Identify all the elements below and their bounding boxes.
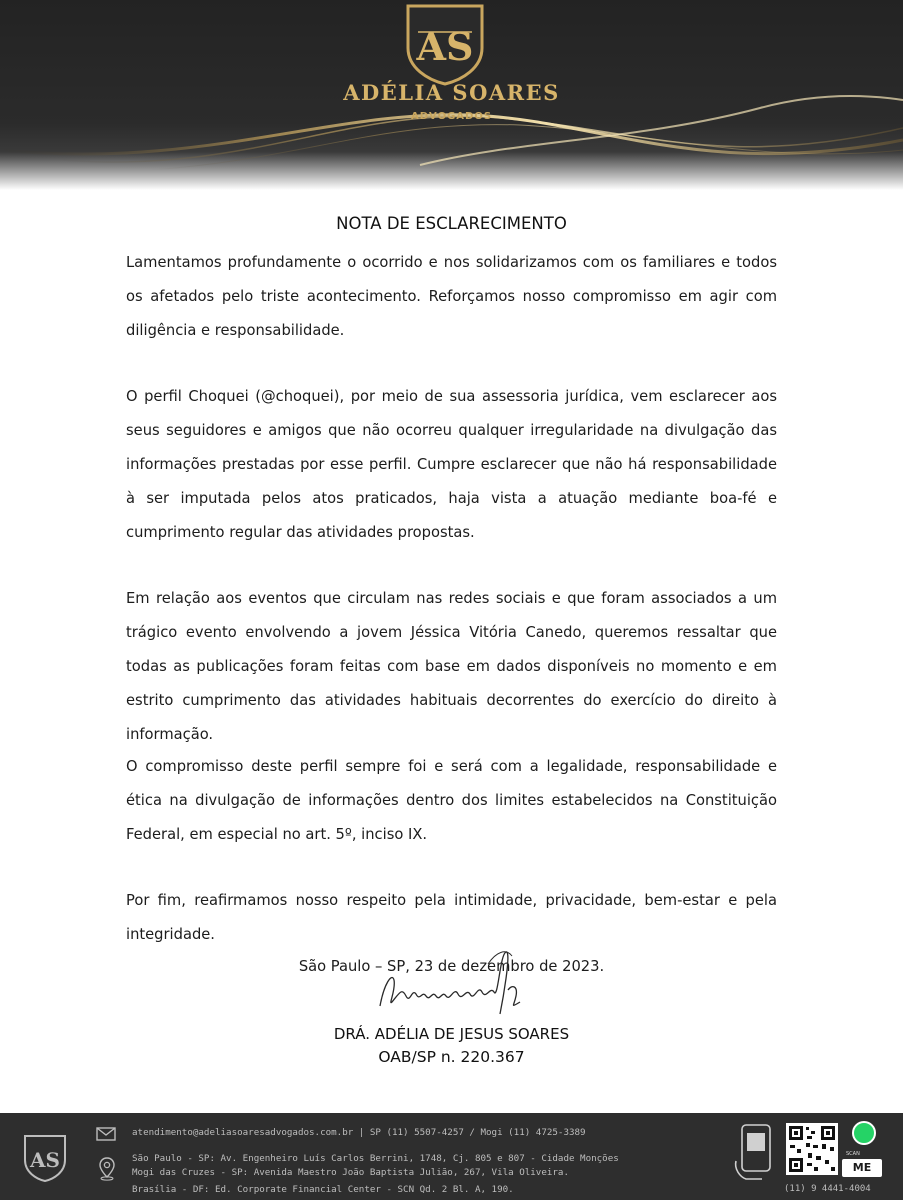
letterhead-header (0, 0, 903, 190)
signer-oab-number: OAB/SP n. 220.367 (378, 1048, 525, 1066)
document-title: NOTA DE ESCLARECIMENTO (336, 214, 567, 233)
letterhead-footer (0, 1113, 903, 1200)
brand-name: ADÉLIA SOARES (343, 80, 560, 105)
scan-label: SCAN (846, 1151, 860, 1157)
paragraph-1: Lamentamos profundamente o ocorrido e nos solidarizamos com os familiares e todos os afetados pelo triste acontecimento. Reforçamos nosso compromisso em agir com diligência e responsabilidade. (126, 254, 777, 339)
paragraph-5: Por fim, reafirmamos nosso respeito pela intimidade, privacidade, bem-estar e pela integridade. (126, 892, 777, 943)
scan-me-badge: ME (842, 1159, 882, 1177)
footer-address-sao-paulo: São Paulo - SP: Av. Engenheiro Luís Carlos Berrini, 1748, Cj. 805 e 807 - Cidade Monções (132, 1153, 619, 1164)
paragraph-2: O perfil Choquei (@choquei), por meio de sua assessoria jurídica, vem esclarecer aos seus seguidores e amigos que não ocorreu qualquer irregularidade na divulgação das informações prestadas por esse perfil. Cumpre esclarecer que não há responsabilidade à ser imputada pelos atos praticados, haja vista a atuação mediante boa-fé e cumprimento regular das atividades propostas. (126, 388, 777, 541)
mail-icon (96, 1126, 116, 1142)
brand-subtitle: ADVOGADOS (410, 111, 493, 122)
footer-contact-line: atendimento@adeliasoaresadvogados.com.br | SP (11) 5507-4257 / Mogi (11) 4725-3389 (132, 1127, 586, 1138)
qr-code[interactable] (786, 1123, 838, 1175)
footer-logo-shield-icon (22, 1133, 68, 1183)
place-date-text: São Paulo – SP, 23 de dezembro de 2023. (298, 958, 605, 975)
paragraph-3: Em relação aos eventos que circulam nas redes sociais e que foram associados a um trágico evento envolvendo a jovem Jéssica Vitória Canedo, queremos ressaltar que todas as publicações foram feitas com base em dados disponíveis no momento e em estrito cumprimento das atividades habituais decorrentes do exercício do direito à informação. (126, 590, 777, 743)
logo-letters: AS (416, 24, 474, 69)
logo-shield-icon (404, 2, 486, 86)
paragraph-4: O compromisso deste perfil sempre foi e será com a legalidade, responsabilidade e ética na divulgação de informações dentro dos limites estabelecidos na Constituição Federal, em especial no art. 5º, inciso IX. (126, 758, 777, 843)
signer-name: DRÁ. ADÉLIA DE JESUS SOARES (333, 1025, 570, 1043)
map-pin-icon (98, 1157, 116, 1181)
svg-text:AS: AS (30, 1148, 60, 1172)
footer-address-brasilia: Brasília - DF: Ed. Corporate Financial Center - SCN Qd. 2 Bl. A, 190. (132, 1184, 514, 1195)
phone-hand-icon (732, 1121, 778, 1181)
handwritten-signature (370, 944, 550, 1034)
whatsapp-icon[interactable] (852, 1121, 876, 1145)
footer-whatsapp-phone: (11) 9 4441-4004 (784, 1184, 871, 1194)
footer-address-mogi: Mogi das Cruzes - SP: Avenida Maestro João Baptista Julião, 267, Vila Oliveira. (132, 1167, 569, 1178)
